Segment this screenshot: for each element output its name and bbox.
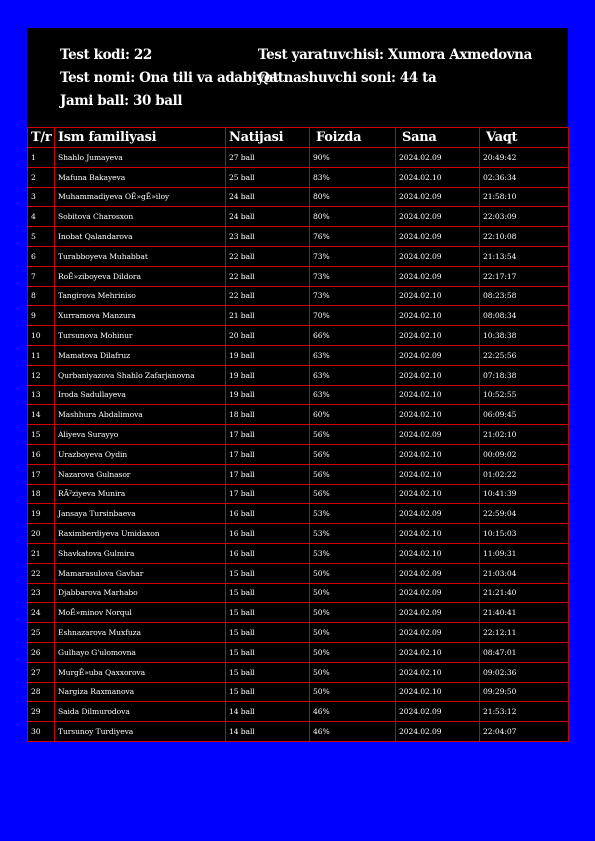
cell-number: 21 (28, 543, 55, 563)
cell-result: 22 ball (226, 246, 310, 266)
cell-date: 2024.02.10 (396, 464, 480, 484)
cell-time: 06:09:45 (480, 405, 569, 425)
cell-time: 22:10:08 (480, 227, 569, 247)
column-header-name: Ism familiyasi (55, 128, 226, 148)
cell-number: 28 (28, 682, 55, 702)
cell-date: 2024.02.10 (396, 543, 480, 563)
cell-name: MurgÊ»uba Qaxxorova (55, 662, 226, 682)
cell-percent: 73% (310, 266, 396, 286)
table-row (28, 148, 569, 168)
cell-result: 16 ball (226, 524, 310, 544)
cell-result: 19 ball (226, 345, 310, 365)
column-header-number: T/r (28, 128, 55, 148)
cell-date: 2024.02.09 (396, 504, 480, 524)
cell-percent: 53% (310, 524, 396, 544)
cell-percent: 50% (310, 583, 396, 603)
cell-name: Jansaya Tursinbaeva (55, 504, 226, 524)
cell-number: 25 (28, 623, 55, 643)
cell-percent: 70% (310, 306, 396, 326)
table-row (28, 167, 569, 187)
cell-time: 22:04:07 (480, 722, 569, 742)
cell-name: Muhammadiyeva OÊ»gÊ»iloy (55, 187, 226, 207)
cell-result: 21 ball (226, 306, 310, 326)
table-row (28, 543, 569, 563)
cell-name: Tursunoy Turdiyeva (55, 722, 226, 742)
cell-name: Gulhayo G'ulomovna (55, 642, 226, 662)
cell-date: 2024.02.10 (396, 365, 480, 385)
table-row (28, 306, 569, 326)
table-row (28, 405, 569, 425)
column-header-result: Natijasi (226, 128, 310, 148)
cell-name: Mamarasulova Gavhar (55, 563, 226, 583)
cell-percent: 50% (310, 642, 396, 662)
cell-name: Tursunova Mohinur (55, 326, 226, 346)
cell-number: 15 (28, 425, 55, 445)
cell-number: 7 (28, 266, 55, 286)
cell-name: Mashhura Abdalimova (55, 405, 226, 425)
cell-percent: 53% (310, 543, 396, 563)
test-info-header (27, 28, 568, 127)
table-header-row (28, 128, 569, 148)
cell-date: 2024.02.10 (396, 484, 480, 504)
cell-number: 24 (28, 603, 55, 623)
cell-result: 16 ball (226, 504, 310, 524)
cell-number: 23 (28, 583, 55, 603)
cell-result: 14 ball (226, 702, 310, 722)
cell-percent: 50% (310, 563, 396, 583)
cell-time: 10:38:38 (480, 326, 569, 346)
cell-date: 2024.02.09 (396, 148, 480, 168)
cell-date: 2024.02.09 (396, 266, 480, 286)
cell-percent: 63% (310, 365, 396, 385)
cell-name: Turabboyeva Muhabbat (55, 246, 226, 266)
cell-name: Mamatova Dilafruz (55, 345, 226, 365)
cell-percent: 56% (310, 425, 396, 445)
cell-result: 15 ball (226, 642, 310, 662)
cell-name: Raximberdiyeva Umidaxon (55, 524, 226, 544)
cell-name: Nazarova Gulnasor (55, 464, 226, 484)
table-row (28, 326, 569, 346)
cell-number: 3 (28, 187, 55, 207)
cell-name: Shahlo Jumayeva (55, 148, 226, 168)
cell-name: Shavkatova Gulmira (55, 543, 226, 563)
participant-count: Qatnashuvchi soni: 44 ta (258, 70, 437, 86)
table-row (28, 642, 569, 662)
test-code: Test kodi: 22 (60, 47, 152, 63)
cell-percent: 73% (310, 246, 396, 266)
cell-number: 2 (28, 167, 55, 187)
cell-result: 17 ball (226, 484, 310, 504)
cell-date: 2024.02.09 (396, 583, 480, 603)
cell-date: 2024.02.09 (396, 722, 480, 742)
results-table (27, 127, 569, 742)
cell-name: Aliyeva Surayyo (55, 425, 226, 445)
column-header-time: Vaqt (480, 128, 569, 148)
total-score: Jami ball: 30 ball (60, 93, 183, 109)
cell-number: 13 (28, 385, 55, 405)
cell-result: 23 ball (226, 227, 310, 247)
cell-number: 1 (28, 148, 55, 168)
table-row (28, 682, 569, 702)
cell-percent: 50% (310, 682, 396, 702)
cell-number: 27 (28, 662, 55, 682)
cell-date: 2024.02.09 (396, 246, 480, 266)
table-row (28, 286, 569, 306)
cell-percent: 66% (310, 326, 396, 346)
cell-time: 10:15:03 (480, 524, 569, 544)
cell-date: 2024.02.10 (396, 286, 480, 306)
table-row (28, 623, 569, 643)
cell-date: 2024.02.10 (396, 524, 480, 544)
cell-name: RoÊ»ziboyeva Dildora (55, 266, 226, 286)
cell-number: 29 (28, 702, 55, 722)
table-row (28, 702, 569, 722)
table-row (28, 345, 569, 365)
cell-percent: 46% (310, 722, 396, 742)
cell-result: 15 ball (226, 662, 310, 682)
cell-result: 18 ball (226, 405, 310, 425)
cell-result: 15 ball (226, 563, 310, 583)
cell-date: 2024.02.10 (396, 662, 480, 682)
cell-date: 2024.02.09 (396, 623, 480, 643)
cell-time: 10:52:55 (480, 385, 569, 405)
table-row (28, 207, 569, 227)
cell-time: 09:29:50 (480, 682, 569, 702)
cell-name: Inobat Qalandarova (55, 227, 226, 247)
cell-number: 10 (28, 326, 55, 346)
cell-result: 15 ball (226, 682, 310, 702)
cell-result: 17 ball (226, 444, 310, 464)
cell-date: 2024.02.10 (396, 385, 480, 405)
cell-percent: 50% (310, 603, 396, 623)
column-header-date: Sana (396, 128, 480, 148)
cell-date: 2024.02.10 (396, 326, 480, 346)
table-row (28, 385, 569, 405)
cell-time: 22:59:04 (480, 504, 569, 524)
cell-date: 2024.02.09 (396, 207, 480, 227)
cell-time: 07:18:38 (480, 365, 569, 385)
cell-name: Djabbarova Marhabo (55, 583, 226, 603)
cell-time: 08:23:58 (480, 286, 569, 306)
cell-date: 2024.02.09 (396, 345, 480, 365)
cell-percent: 60% (310, 405, 396, 425)
cell-number: 6 (28, 246, 55, 266)
cell-time: 21:53:12 (480, 702, 569, 722)
cell-name: MoÊ»minov Norqul (55, 603, 226, 623)
cell-date: 2024.02.10 (396, 167, 480, 187)
table-row (28, 603, 569, 623)
cell-time: 22:03:09 (480, 207, 569, 227)
cell-name: Xurramova Manzura (55, 306, 226, 326)
cell-percent: 76% (310, 227, 396, 247)
cell-result: 19 ball (226, 365, 310, 385)
cell-name: Urazboyeva Oydin (55, 444, 226, 464)
cell-result: 15 ball (226, 603, 310, 623)
cell-percent: 90% (310, 148, 396, 168)
results-sheet (27, 28, 568, 742)
cell-number: 14 (28, 405, 55, 425)
cell-time: 00:09:02 (480, 444, 569, 464)
cell-date: 2024.02.09 (396, 563, 480, 583)
cell-result: 16 ball (226, 543, 310, 563)
table-row (28, 662, 569, 682)
cell-number: 16 (28, 444, 55, 464)
table-row (28, 563, 569, 583)
table-row (28, 365, 569, 385)
cell-name: Qurbaniyazova Shahlo Zafarjanovna (55, 365, 226, 385)
cell-number: 22 (28, 563, 55, 583)
cell-time: 21:40:41 (480, 603, 569, 623)
cell-time: 20:49:42 (480, 148, 569, 168)
table-row (28, 187, 569, 207)
cell-result: 15 ball (226, 623, 310, 643)
cell-percent: 83% (310, 167, 396, 187)
cell-date: 2024.02.10 (396, 444, 480, 464)
cell-result: 24 ball (226, 187, 310, 207)
cell-percent: 56% (310, 464, 396, 484)
cell-result: 15 ball (226, 583, 310, 603)
table-row (28, 464, 569, 484)
cell-number: 11 (28, 345, 55, 365)
cell-percent: 56% (310, 444, 396, 464)
table-row (28, 524, 569, 544)
table-row (28, 227, 569, 247)
cell-number: 26 (28, 642, 55, 662)
cell-percent: 46% (310, 702, 396, 722)
cell-date: 2024.02.09 (396, 187, 480, 207)
table-row (28, 246, 569, 266)
cell-date: 2024.02.09 (396, 702, 480, 722)
cell-time: 22:17:17 (480, 266, 569, 286)
cell-name: Tangirova Mehriniso (55, 286, 226, 306)
cell-time: 09:02:36 (480, 662, 569, 682)
cell-date: 2024.02.09 (396, 227, 480, 247)
cell-number: 19 (28, 504, 55, 524)
cell-name: Sobitova Charosxon (55, 207, 226, 227)
table-row (28, 266, 569, 286)
cell-date: 2024.02.10 (396, 405, 480, 425)
cell-number: 4 (28, 207, 55, 227)
cell-number: 30 (28, 722, 55, 742)
cell-name: Nargiza Raxmanova (55, 682, 226, 702)
cell-time: 21:02:10 (480, 425, 569, 445)
table-row (28, 425, 569, 445)
cell-time: 21:03:04 (480, 563, 569, 583)
table-row (28, 722, 569, 742)
cell-number: 9 (28, 306, 55, 326)
cell-name: Mafuna Bakayeva (55, 167, 226, 187)
cell-result: 20 ball (226, 326, 310, 346)
cell-result: 22 ball (226, 266, 310, 286)
table-row (28, 444, 569, 464)
test-name: Test nomi: Ona tili va adabiyot (60, 70, 279, 86)
cell-percent: 63% (310, 385, 396, 405)
cell-date: 2024.02.10 (396, 306, 480, 326)
cell-percent: 56% (310, 484, 396, 504)
cell-name: Saida Dilmurodova (55, 702, 226, 722)
cell-date: 2024.02.09 (396, 425, 480, 445)
cell-name: Iroda Sadullayeva (55, 385, 226, 405)
cell-date: 2024.02.09 (396, 603, 480, 623)
cell-result: 17 ball (226, 464, 310, 484)
cell-percent: 50% (310, 623, 396, 643)
cell-number: 18 (28, 484, 55, 504)
cell-name: Eshnazarova Muxfuza (55, 623, 226, 643)
cell-number: 12 (28, 365, 55, 385)
cell-number: 8 (28, 286, 55, 306)
cell-percent: 63% (310, 345, 396, 365)
cell-percent: 73% (310, 286, 396, 306)
cell-time: 11:09:31 (480, 543, 569, 563)
table-row (28, 484, 569, 504)
cell-date: 2024.02.10 (396, 682, 480, 702)
cell-time: 21:58:10 (480, 187, 569, 207)
cell-time: 08:47:01 (480, 642, 569, 662)
cell-time: 08:08:34 (480, 306, 569, 326)
cell-result: 17 ball (226, 425, 310, 445)
cell-result: 27 ball (226, 148, 310, 168)
cell-date: 2024.02.10 (396, 642, 480, 662)
cell-number: 5 (28, 227, 55, 247)
cell-time: 10:41:39 (480, 484, 569, 504)
cell-time: 02:36:34 (480, 167, 569, 187)
cell-result: 24 ball (226, 207, 310, 227)
cell-percent: 53% (310, 504, 396, 524)
cell-time: 22:12:11 (480, 623, 569, 643)
test-creator: Test yaratuvchisi: Xumora Axmedovna (258, 47, 532, 63)
column-header-percent: Foizda (310, 128, 396, 148)
cell-time: 21:21:40 (480, 583, 569, 603)
cell-result: 25 ball (226, 167, 310, 187)
cell-time: 22:25:56 (480, 345, 569, 365)
cell-percent: 80% (310, 187, 396, 207)
cell-time: 01:02:22 (480, 464, 569, 484)
cell-name: RÃ²ziyeva Munira (55, 484, 226, 504)
cell-result: 22 ball (226, 286, 310, 306)
cell-result: 19 ball (226, 385, 310, 405)
cell-result: 14 ball (226, 722, 310, 742)
cell-number: 20 (28, 524, 55, 544)
cell-percent: 50% (310, 662, 396, 682)
cell-time: 21:13:54 (480, 246, 569, 266)
table-row (28, 504, 569, 524)
cell-percent: 80% (310, 207, 396, 227)
table-row (28, 583, 569, 603)
cell-number: 17 (28, 464, 55, 484)
